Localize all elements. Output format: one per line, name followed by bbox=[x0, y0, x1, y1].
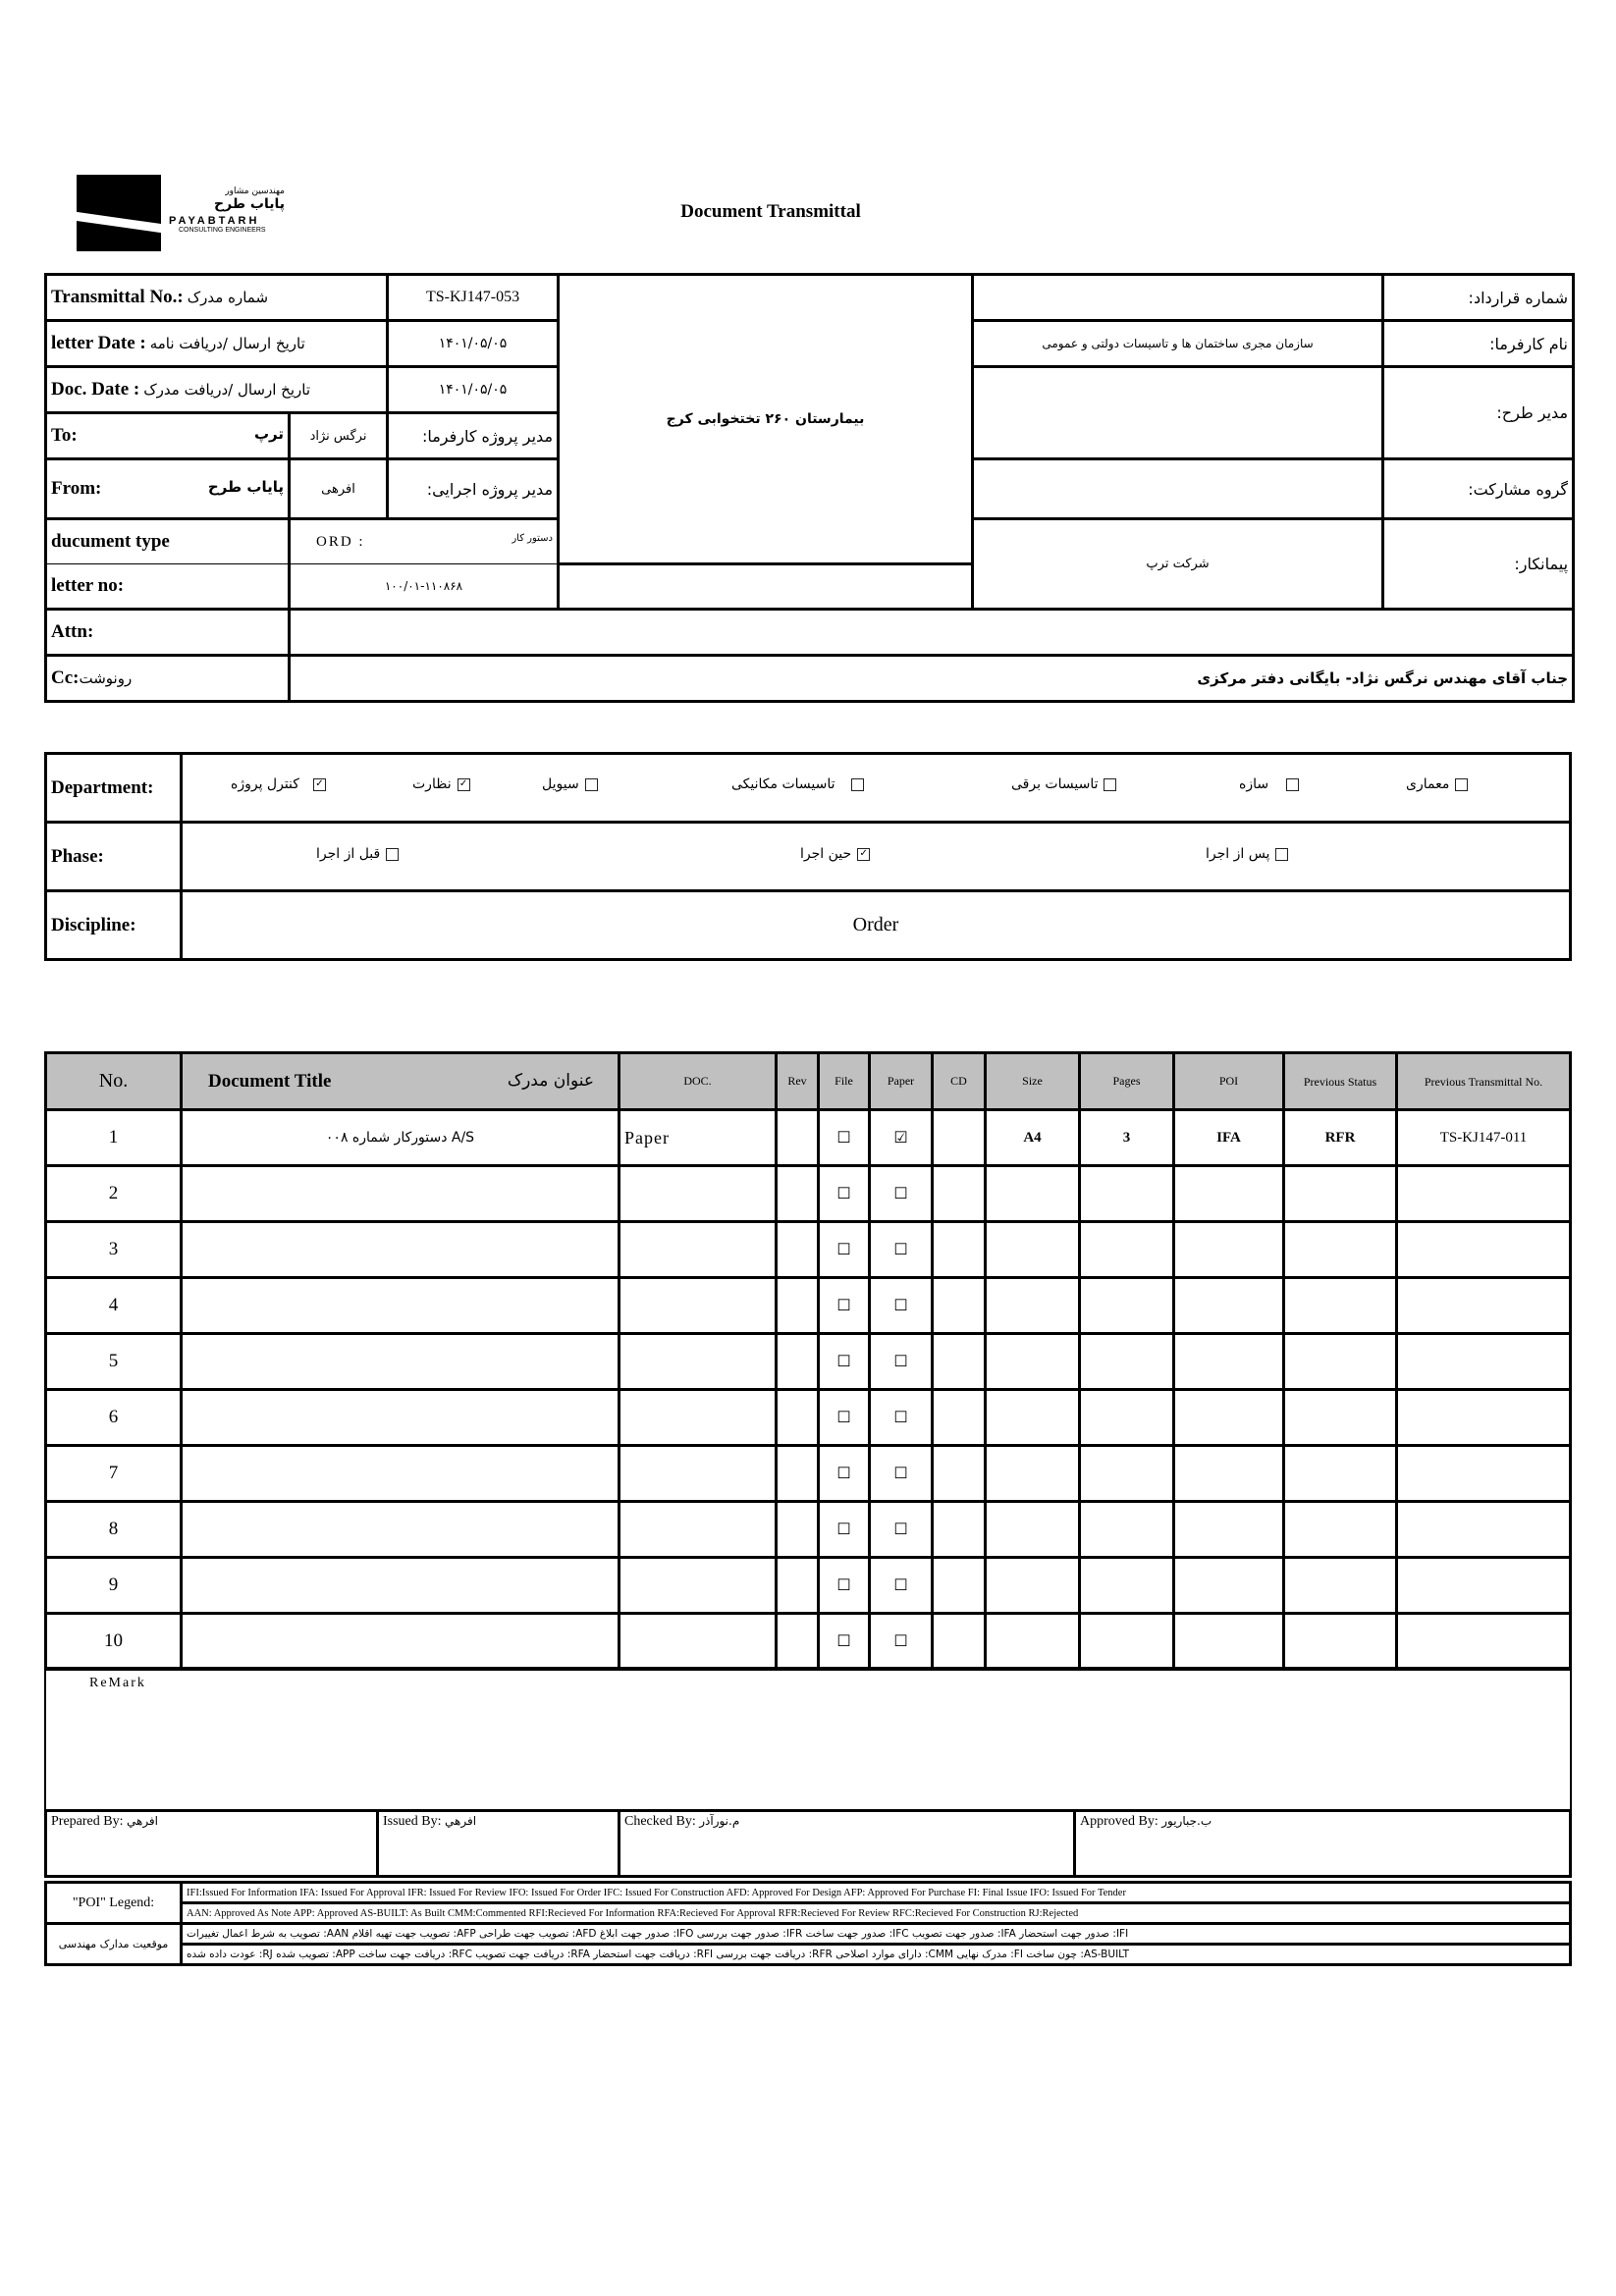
row-rev bbox=[777, 1110, 819, 1166]
row-poi bbox=[1174, 1446, 1284, 1502]
logo-subtitle-en: CONSULTING ENGINEERS bbox=[179, 227, 266, 234]
logo-name-fa: پایاب طرح bbox=[214, 196, 285, 212]
row-prev-transmittal: TS-KJ147-011 bbox=[1397, 1110, 1571, 1166]
row-size bbox=[986, 1222, 1080, 1278]
col-header-prev-transmittal: Previous Transmittal No. bbox=[1397, 1053, 1571, 1110]
col-header-poi: POI bbox=[1174, 1053, 1284, 1110]
row-prev-status bbox=[1284, 1502, 1397, 1558]
row-pages bbox=[1080, 1446, 1174, 1502]
row-file-checkbox[interactable]: ☐ bbox=[819, 1278, 870, 1334]
row-cd bbox=[933, 1502, 986, 1558]
row-cd bbox=[933, 1614, 986, 1670]
table-row bbox=[46, 1334, 1571, 1390]
department-option-project-control[interactable]: ✓کنترل پروژه bbox=[231, 776, 332, 792]
col-header-paper: Paper bbox=[870, 1053, 933, 1110]
row-no: 3 bbox=[46, 1222, 182, 1278]
row-size bbox=[986, 1334, 1080, 1390]
department-options bbox=[182, 754, 1571, 823]
row-file-checkbox[interactable]: ☐ bbox=[819, 1502, 870, 1558]
letter-date-value: ۱۴۰۱/۰۵/۰۵ bbox=[388, 321, 559, 367]
checkbox-icon[interactable] bbox=[1455, 778, 1468, 791]
row-prev-transmittal bbox=[1397, 1446, 1571, 1502]
department-option-civil[interactable]: سیویل bbox=[542, 776, 604, 792]
row-prev-transmittal bbox=[1397, 1614, 1571, 1670]
checkbox-icon[interactable] bbox=[386, 848, 399, 861]
legend-table bbox=[44, 1881, 1572, 1966]
poi-legend-line-1: IFI:Issued For Information IFA: Issued For Approval IFR: Issued For Review IFO: Issued For Order IFC: Issued For Construction AFD: Approved For Design AFP: Approved For Purchase FI: Final Issue IFO: Issued For Tender bbox=[182, 1883, 1571, 1903]
table-row bbox=[46, 1390, 1571, 1446]
status-legend-label: موقعیت مدارک مهندسی bbox=[46, 1924, 182, 1965]
row-doc bbox=[619, 1278, 777, 1334]
doc-date-value: ۱۴۰۱/۰۵/۰۵ bbox=[388, 367, 559, 413]
checkbox-icon[interactable] bbox=[585, 778, 598, 791]
executive-pm-label: مدیر پروژه اجرایی: bbox=[388, 459, 559, 519]
row-cd bbox=[933, 1390, 986, 1446]
remark-box[interactable] bbox=[44, 1667, 1572, 1811]
row-doc bbox=[619, 1614, 777, 1670]
row-cd bbox=[933, 1278, 986, 1334]
checkbox-checked-icon[interactable]: ✓ bbox=[857, 848, 870, 861]
checkbox-icon[interactable] bbox=[1286, 778, 1299, 791]
logo-name-en: PAYABTARH bbox=[169, 215, 260, 227]
row-doc bbox=[619, 1222, 777, 1278]
row-no: 7 bbox=[46, 1446, 182, 1502]
col-header-size: Size bbox=[986, 1053, 1080, 1110]
row-size bbox=[986, 1614, 1080, 1670]
row-title: دستورکار شماره ۰۰۸ A/S bbox=[182, 1110, 619, 1166]
row-file-checkbox[interactable]: ☐ bbox=[819, 1222, 870, 1278]
department-option-supervision[interactable]: ✓نظارت bbox=[412, 776, 476, 792]
row-no: 10 bbox=[46, 1614, 182, 1670]
row-prev-transmittal bbox=[1397, 1502, 1571, 1558]
poi-legend-line-2: AAN: Approved As Note APP: Approved AS-BUILT: As Built CMM:Commented RFI:Recieved For Information RFA:Recieved For Approval RFR:Recieved For Review RFC:Recieved For Construction RJ:Rejected bbox=[182, 1903, 1571, 1924]
row-prev-status bbox=[1284, 1390, 1397, 1446]
phase-option-pre[interactable]: قبل از اجرا bbox=[316, 846, 404, 862]
row-poi bbox=[1174, 1502, 1284, 1558]
row-title bbox=[182, 1222, 619, 1278]
row-poi bbox=[1174, 1558, 1284, 1614]
row-rev bbox=[777, 1166, 819, 1222]
document-type-label: ducument type bbox=[46, 519, 290, 564]
col-header-file: File bbox=[819, 1053, 870, 1110]
transmittal-info-table bbox=[44, 273, 1575, 703]
row-pages bbox=[1080, 1166, 1174, 1222]
doc-date-label: Doc. Date : تاریخ ارسال /دریافت مدرک bbox=[46, 367, 388, 413]
letter-no-label: letter no: bbox=[46, 564, 290, 610]
row-poi bbox=[1174, 1334, 1284, 1390]
row-poi bbox=[1174, 1222, 1284, 1278]
row-doc bbox=[619, 1390, 777, 1446]
row-prev-status bbox=[1284, 1614, 1397, 1670]
row-prev-status: RFR bbox=[1284, 1110, 1397, 1166]
issued-by: Issued By: افرهي bbox=[378, 1811, 619, 1877]
remark-label: ReMark bbox=[89, 1676, 146, 1690]
row-paper-checkbox[interactable]: ☐ bbox=[870, 1614, 933, 1670]
employer-pm-name: نرگس نژاد bbox=[290, 413, 388, 459]
row-cd bbox=[933, 1446, 986, 1502]
row-prev-status bbox=[1284, 1222, 1397, 1278]
table-row bbox=[46, 1446, 1571, 1502]
partnership-value bbox=[973, 459, 1383, 519]
row-title bbox=[182, 1446, 619, 1502]
row-cd bbox=[933, 1166, 986, 1222]
col-header-doc: DOC. bbox=[619, 1053, 777, 1110]
row-prev-status bbox=[1284, 1278, 1397, 1334]
row-rev bbox=[777, 1278, 819, 1334]
from-field: From: پایاب طرح bbox=[46, 459, 290, 519]
table-row bbox=[46, 1502, 1571, 1558]
row-file-checkbox[interactable]: ☐ bbox=[819, 1390, 870, 1446]
contract-no-value bbox=[973, 275, 1383, 321]
table-row bbox=[46, 1614, 1571, 1670]
row-prev-status bbox=[1284, 1558, 1397, 1614]
row-prev-transmittal bbox=[1397, 1558, 1571, 1614]
row-no: 1 bbox=[46, 1110, 182, 1166]
department-option-mechanical[interactable]: تاسیسات مکانیکی bbox=[731, 776, 870, 792]
row-title bbox=[182, 1166, 619, 1222]
row-file-checkbox[interactable]: ☐ bbox=[819, 1166, 870, 1222]
row-prev-status bbox=[1284, 1166, 1397, 1222]
row-title bbox=[182, 1278, 619, 1334]
phase-label: Phase: bbox=[46, 823, 182, 891]
row-poi bbox=[1174, 1278, 1284, 1334]
row-rev bbox=[777, 1390, 819, 1446]
col-header-pages: Pages bbox=[1080, 1053, 1174, 1110]
discipline-value: Order bbox=[182, 891, 1571, 960]
checkbox-checked-icon[interactable]: ✓ bbox=[313, 778, 326, 791]
row-file-checkbox[interactable]: ☐ bbox=[819, 1614, 870, 1670]
row-prev-transmittal bbox=[1397, 1334, 1571, 1390]
row-file-checkbox[interactable]: ☐ bbox=[819, 1334, 870, 1390]
row-prev-status bbox=[1284, 1334, 1397, 1390]
plan-manager-label: مدیر طرح: bbox=[1383, 367, 1574, 459]
row-doc bbox=[619, 1334, 777, 1390]
signatures-table bbox=[44, 1809, 1572, 1878]
department-option-structure[interactable]: سازه bbox=[1239, 776, 1305, 792]
row-file-checkbox[interactable]: ☐ bbox=[819, 1558, 870, 1614]
checkbox-checked-icon[interactable]: ✓ bbox=[458, 778, 470, 791]
executive-pm-name: افرهی bbox=[290, 459, 388, 519]
row-rev bbox=[777, 1222, 819, 1278]
attn-value bbox=[290, 610, 1574, 656]
col-header-title: Document Title عنوان مدرک bbox=[182, 1053, 619, 1110]
row-size bbox=[986, 1278, 1080, 1334]
row-prev-transmittal bbox=[1397, 1278, 1571, 1334]
row-no: 4 bbox=[46, 1278, 182, 1334]
checkbox-icon[interactable] bbox=[1104, 778, 1116, 791]
row-size bbox=[986, 1502, 1080, 1558]
row-paper-checkbox[interactable]: ☐ bbox=[870, 1278, 933, 1334]
row-size bbox=[986, 1558, 1080, 1614]
row-doc bbox=[619, 1166, 777, 1222]
row-cd bbox=[933, 1558, 986, 1614]
status-legend-line-2: AS-BUILT: چون ساخت FI: مدرک نهایی CMM: دارای موارد اصلاحی RFR: دریافت جهت بررسی RFI: دریافت جهت استحضار RFA: دریافت جهت تصویب RFC: دریافت جهت ساخت APP: تصویب شده RJ: عودت داده شده bbox=[182, 1945, 1571, 1965]
row-size bbox=[986, 1166, 1080, 1222]
phase-option-during[interactable]: ✓حین اجرا bbox=[800, 846, 876, 862]
checkbox-icon[interactable] bbox=[851, 778, 864, 791]
attn-label: Attn: bbox=[46, 610, 290, 656]
row-rev bbox=[777, 1614, 819, 1670]
row-title bbox=[182, 1502, 619, 1558]
row-pages bbox=[1080, 1390, 1174, 1446]
row-rev bbox=[777, 1446, 819, 1502]
row-prev-transmittal bbox=[1397, 1166, 1571, 1222]
row-doc bbox=[619, 1502, 777, 1558]
row-paper-checkbox[interactable]: ☐ bbox=[870, 1166, 933, 1222]
poi-legend-label: "POI" Legend: bbox=[46, 1883, 182, 1924]
row-pages bbox=[1080, 1614, 1174, 1670]
phase-option-post[interactable]: پس از اجرا bbox=[1206, 846, 1294, 862]
approved-by: Approved By: ب.جباريور bbox=[1075, 1811, 1571, 1877]
row-poi bbox=[1174, 1166, 1284, 1222]
row-cd bbox=[933, 1110, 986, 1166]
row-paper-checkbox[interactable]: ☑ bbox=[870, 1110, 933, 1166]
row-doc: Paper bbox=[619, 1110, 777, 1166]
row-pages bbox=[1080, 1334, 1174, 1390]
table-row bbox=[46, 1222, 1571, 1278]
row-title bbox=[182, 1334, 619, 1390]
row-title bbox=[182, 1390, 619, 1446]
row-paper-checkbox[interactable]: ☐ bbox=[870, 1390, 933, 1446]
checked-by: Checked By: م.نورآذر bbox=[619, 1811, 1075, 1877]
row-cd bbox=[933, 1334, 986, 1390]
col-header-cd: CD bbox=[933, 1053, 986, 1110]
row-no: 9 bbox=[46, 1558, 182, 1614]
row-title bbox=[182, 1614, 619, 1670]
project-name: بیمارستان ۲۶۰ تختخوابی کرج bbox=[559, 275, 973, 564]
table-row bbox=[46, 1110, 1571, 1166]
row-poi: IFA bbox=[1174, 1110, 1284, 1166]
contractor-value: شرکت ترپ bbox=[973, 519, 1383, 610]
row-cd bbox=[933, 1222, 986, 1278]
row-pages bbox=[1080, 1222, 1174, 1278]
row-paper-checkbox[interactable]: ☐ bbox=[870, 1558, 933, 1614]
row-doc bbox=[619, 1446, 777, 1502]
letter-date-label: letter Date : تاریخ ارسال /دریافت نامه bbox=[46, 321, 388, 367]
page-title: Document Transmittal bbox=[680, 201, 861, 222]
company-logo-text bbox=[169, 187, 296, 234]
contract-no-label: شماره قرارداد: bbox=[1383, 275, 1574, 321]
row-doc bbox=[619, 1558, 777, 1614]
row-paper-checkbox[interactable]: ☐ bbox=[870, 1222, 933, 1278]
row-prev-transmittal bbox=[1397, 1222, 1571, 1278]
row-rev bbox=[777, 1558, 819, 1614]
row-pages bbox=[1080, 1558, 1174, 1614]
department-label: Department: bbox=[46, 754, 182, 823]
contractor-label: پیمانکار: bbox=[1383, 519, 1574, 610]
row-no: 5 bbox=[46, 1334, 182, 1390]
table-row bbox=[46, 1558, 1571, 1614]
employer-pm-label: مدیر پروژه کارفرما: bbox=[388, 413, 559, 459]
document-type-value: ORD : دستور کار bbox=[290, 519, 559, 564]
row-rev bbox=[777, 1334, 819, 1390]
prepared-by: Prepared By: افرهي bbox=[46, 1811, 378, 1877]
row-prev-status bbox=[1284, 1446, 1397, 1502]
company-logo-mark bbox=[77, 175, 161, 251]
logo-subtitle-fa: مهندسین مشاور bbox=[225, 187, 285, 196]
cc-label: Cc:رونوشت bbox=[46, 656, 290, 702]
row-poi bbox=[1174, 1614, 1284, 1670]
partnership-label: گروه مشارکت: bbox=[1383, 459, 1574, 519]
cc-value: جناب آقای مهندس نرگس نژاد- بایگانی دفتر مرکزی bbox=[290, 656, 1574, 702]
row-no: 2 bbox=[46, 1166, 182, 1222]
row-poi bbox=[1174, 1390, 1284, 1446]
row-paper-checkbox[interactable]: ☐ bbox=[870, 1446, 933, 1502]
row-size: A4 bbox=[986, 1110, 1080, 1166]
row-size bbox=[986, 1446, 1080, 1502]
row-pages bbox=[1080, 1278, 1174, 1334]
status-legend-line-1: IFI: صدور جهت استحضار IFA: صدور جهت تصویب IFC: صدور جهت ساخت IFR: صدور جهت بررسی IFO: صدور جهت ابلاغ AFD: تصویب جهت طراحی AFP: تصویب جهت تهیه اقلام AAN: تصویب به شرط اعمال تغییرات bbox=[182, 1924, 1571, 1945]
transmittal-no-label: Transmittal No.: شماره مدرک bbox=[46, 275, 388, 321]
employer-value: سازمان مجری ساختمان ها و تاسیسات دولتی و عمومی bbox=[973, 321, 1383, 367]
table-row bbox=[46, 1278, 1571, 1334]
transmittal-no-value: TS-KJ147-053 bbox=[388, 275, 559, 321]
row-pages bbox=[1080, 1502, 1174, 1558]
row-pages: 3 bbox=[1080, 1110, 1174, 1166]
row-no: 8 bbox=[46, 1502, 182, 1558]
row-file-checkbox[interactable]: ☐ bbox=[819, 1446, 870, 1502]
table-row bbox=[46, 1166, 1571, 1222]
department-option-electrical[interactable]: تاسیسات برقی bbox=[1011, 776, 1122, 792]
employer-label: نام کارفرما: bbox=[1383, 321, 1574, 367]
col-header-no: No. bbox=[46, 1053, 182, 1110]
discipline-label: Discipline: bbox=[46, 891, 182, 960]
row-no: 6 bbox=[46, 1390, 182, 1446]
documents-table bbox=[44, 1051, 1572, 1671]
row-file-checkbox[interactable]: ☐ bbox=[819, 1110, 870, 1166]
col-header-rev: Rev bbox=[777, 1053, 819, 1110]
to-field: To: ترپ bbox=[46, 413, 290, 459]
plan-manager-value bbox=[973, 367, 1383, 459]
letter-no-value: ۱۰۰/۰۱-۱۱۰۸۶۸ bbox=[290, 564, 559, 610]
row-prev-transmittal bbox=[1397, 1390, 1571, 1446]
row-title bbox=[182, 1558, 619, 1614]
row-rev bbox=[777, 1502, 819, 1558]
col-header-prev-status: Previous Status bbox=[1284, 1053, 1397, 1110]
row-paper-checkbox[interactable]: ☐ bbox=[870, 1334, 933, 1390]
row-size bbox=[986, 1390, 1080, 1446]
row-paper-checkbox[interactable]: ☐ bbox=[870, 1502, 933, 1558]
department-option-architecture[interactable]: معماری bbox=[1406, 776, 1474, 792]
checkbox-icon[interactable] bbox=[1275, 848, 1288, 861]
